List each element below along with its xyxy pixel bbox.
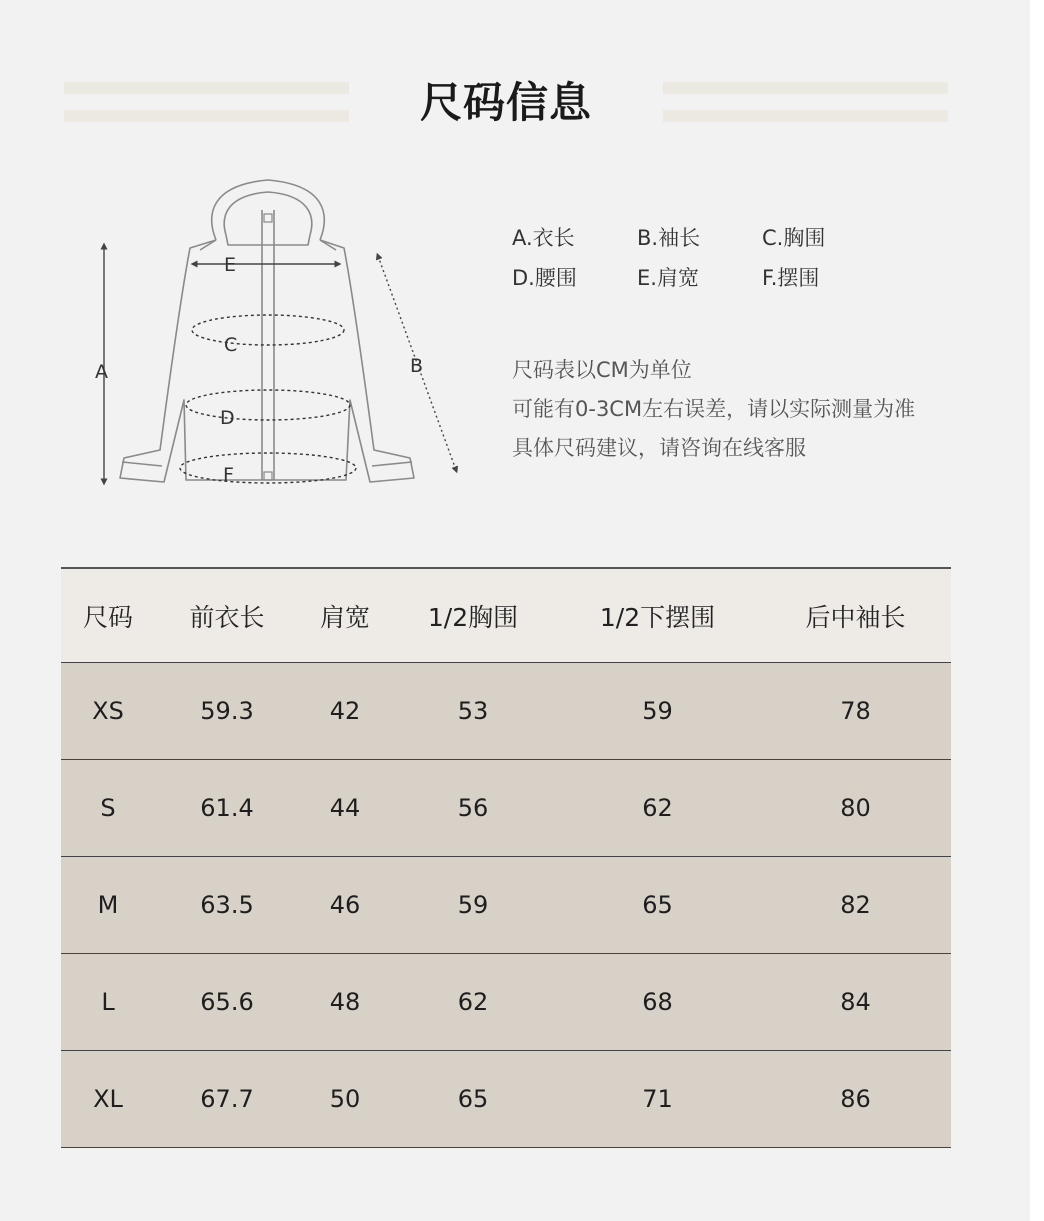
legend-item-a: A.衣长 <box>512 226 575 250</box>
legend-item-c: C.胸围 <box>762 226 826 250</box>
zipper-pull-bottom <box>264 472 272 480</box>
cell-sleeve-length: 84 <box>840 988 871 1016</box>
cell-half-chest: 62 <box>457 988 489 1016</box>
cell-sleeve-length: 82 <box>840 891 871 919</box>
cell-size: M <box>97 891 119 919</box>
header-sleeve-length: 后中袖长 <box>805 602 906 632</box>
cell-half-hem: 59 <box>642 697 673 725</box>
diagram-label-e: E <box>224 254 237 276</box>
size-notes <box>512 352 1027 469</box>
diagram-label-f: F <box>223 464 234 486</box>
cell-sleeve-length: 86 <box>840 1085 871 1113</box>
cell-size: L <box>101 988 115 1016</box>
legend-item-b: B.袖长 <box>637 226 701 250</box>
chest-measure-ellipse <box>192 315 344 345</box>
diagram-label-c: C <box>224 334 238 356</box>
jacket-diagram <box>88 170 468 500</box>
diagram-label-a: A <box>95 361 108 383</box>
diagram-label-b: B <box>410 355 424 377</box>
table-row <box>61 856 951 953</box>
cell-half-chest: 65 <box>457 1085 489 1113</box>
header-half-hem: 1/2下摆围 <box>599 602 716 632</box>
cell-front-length: 61.4 <box>200 794 254 822</box>
table-header-row <box>61 567 951 662</box>
header-shoulder: 肩宽 <box>319 602 370 632</box>
cell-size: XS <box>92 697 124 725</box>
table-row <box>61 662 951 759</box>
cell-front-length: 65.6 <box>200 988 254 1016</box>
cell-half-hem: 65 <box>642 891 673 919</box>
diagram-label-d: D <box>220 407 235 429</box>
waist-measure-ellipse <box>186 390 350 420</box>
legend-item-e: E.肩宽 <box>637 266 699 290</box>
cell-half-chest: 56 <box>457 794 489 822</box>
header-half-chest: 1/2胸围 <box>427 602 519 632</box>
cell-half-chest: 53 <box>457 697 489 725</box>
cell-half-hem: 71 <box>642 1085 673 1113</box>
cell-shoulder: 46 <box>329 891 361 919</box>
cell-half-chest: 59 <box>457 891 489 919</box>
cell-shoulder: 44 <box>329 794 361 822</box>
cell-shoulder: 50 <box>329 1085 361 1113</box>
note-error-margin: 可能有0-3CM左右误差，请以实际测量为准 <box>512 397 916 421</box>
header-front-length: 前衣长 <box>189 602 265 632</box>
note-unit: 尺码表以CM为单位 <box>512 358 692 382</box>
cell-front-length: 59.3 <box>200 697 254 725</box>
header-size: 尺码 <box>82 602 133 632</box>
cell-size: S <box>100 794 116 822</box>
note-contact-service: 具体尺码建议，请咨询在线客服 <box>512 436 806 460</box>
cell-half-hem: 62 <box>642 794 673 822</box>
legend-item-d: D.腰围 <box>512 266 577 290</box>
page-title: 尺码信息 <box>419 78 592 127</box>
cell-shoulder: 48 <box>329 988 361 1016</box>
size-table <box>61 567 951 1148</box>
table-row <box>61 759 951 856</box>
cell-half-hem: 68 <box>642 988 673 1016</box>
cell-shoulder: 42 <box>329 697 361 725</box>
hem-measure-ellipse <box>180 453 356 483</box>
zipper-pull-top <box>264 214 272 222</box>
cell-size: XL <box>93 1085 123 1113</box>
table-row <box>61 1050 951 1148</box>
cell-sleeve-length: 78 <box>840 697 871 725</box>
cell-front-length: 63.5 <box>200 891 254 919</box>
cell-sleeve-length: 80 <box>840 794 871 822</box>
table-row <box>61 953 951 1050</box>
legend-item-f: F.摆围 <box>762 266 820 290</box>
cell-front-length: 67.7 <box>200 1085 254 1113</box>
